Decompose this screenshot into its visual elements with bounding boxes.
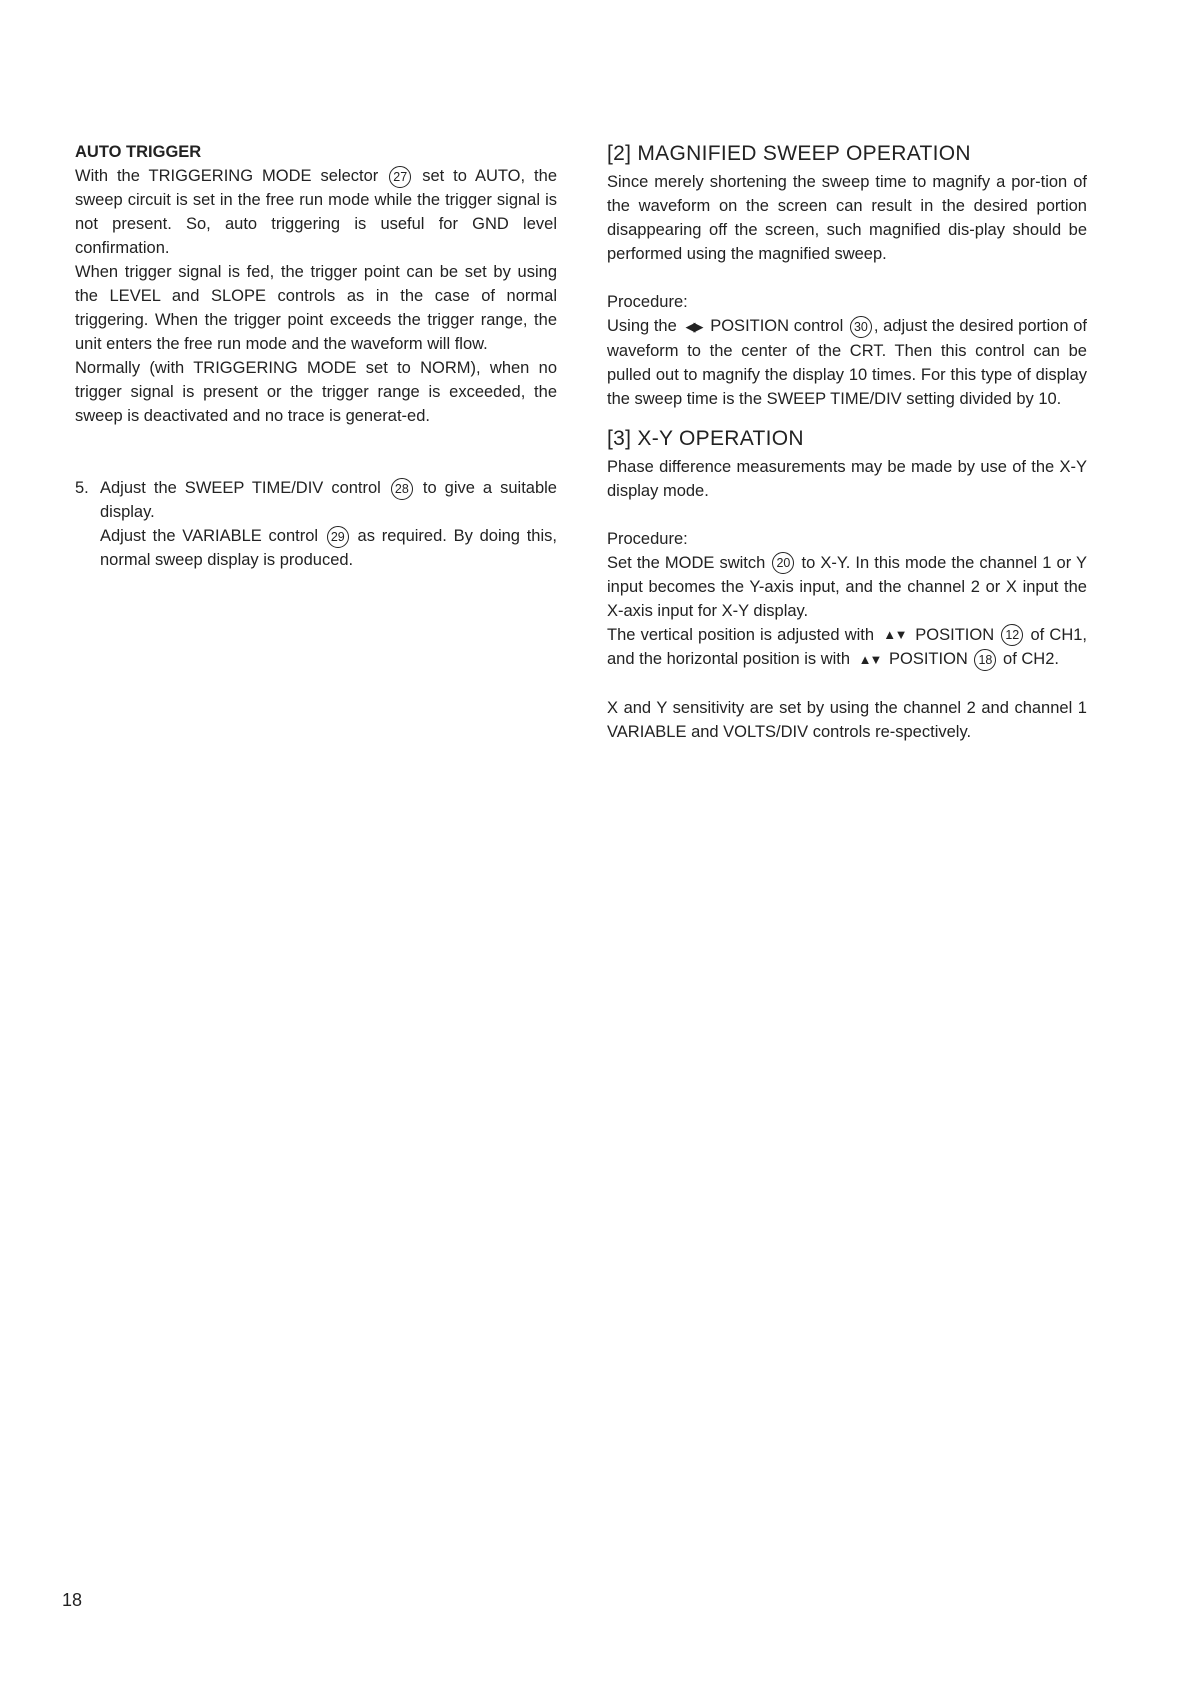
left-column (75, 140, 557, 572)
ref-28-badge: 28 (391, 478, 413, 500)
step-5-line-2: Adjust the VARIABLE control 29 as required. By doing this, normal sweep display is produced. (100, 527, 557, 569)
horizontal-arrows-icon: ◀▶ (685, 318, 702, 334)
auto-trigger-paragraph-3: Normally (with TRIGGERING MODE set to NORM), when no trigger signal is present or the trigger range is exceeded, the sweep is deactivated and no trace is generat-ed. (75, 359, 557, 425)
page-number: 18 (62, 1590, 83, 1610)
xy-operation-heading: [3] X-Y OPERATION (607, 426, 804, 450)
xy-procedure-label: Procedure: (607, 529, 688, 548)
xy-procedure-text-2: The vertical position is adjusted with ▲▼ POSITION 12 of CH1, and the horizontal position is with ▲▼ POSITION 18 of CH2. (607, 623, 1087, 672)
magnified-sweep-intro: Since merely shortening the sweep time to magnify a por-tion of the waveform on the screen can result in the desired portion disappearing off the screen, such magnified dis-play should be performed using the magnified sweep. (607, 173, 1087, 263)
step-5-number: 5. (75, 479, 89, 497)
auto-trigger-paragraph-2: When trigger signal is fed, the trigger point can be set by using the LEVEL and SLOPE controls as in the case of normal triggering. When the trigger point exceeds the trigger range, the unit enters the free run mode and the waveform will flow. (75, 263, 557, 353)
xy-sensitivity-text: X and Y sensitivity are set by using the channel 2 and channel 1 VARIABLE and VOLTS/DIV controls re-spectively. (607, 698, 1087, 741)
ref-29-badge: 29 (327, 526, 349, 548)
ref-20-badge: 20 (772, 552, 794, 574)
xy-procedure-text-1: Set the MODE switch 20 to X-Y. In this mode the channel 1 or Y input becomes the Y-axis input, and the channel 2 or X input the X-axis input for X-Y display. (607, 553, 1087, 620)
auto-trigger-heading: AUTO TRIGGER (75, 143, 202, 161)
auto-trigger-paragraph-1: With the TRIGGERING MODE selector 27 set to AUTO, the sweep circuit is set in the free run mode while the trigger signal is not present. So, auto triggering is useful for GND level confirmation. (75, 167, 557, 257)
step-5 (75, 476, 557, 572)
ref-12-badge: 12 (1001, 624, 1023, 646)
magnified-procedure-label: Procedure: (607, 293, 688, 311)
ref-30-badge: 30 (850, 316, 872, 338)
xy-intro: Phase difference measurements may be made by use of the X-Y display mode. (607, 457, 1087, 500)
vertical-arrows-icon: ▲▼ (858, 651, 881, 667)
ref-27-badge: 27 (389, 166, 411, 188)
right-column (607, 140, 1087, 744)
step-5-line-1: Adjust the SWEEP TIME/DIV control 28 to give a suitable display. (100, 479, 557, 521)
vertical-arrows-icon: ▲▼ (883, 627, 907, 643)
magnified-sweep-heading: [2] MAGNIFIED SWEEP OPERATION (607, 142, 971, 165)
ref-18-badge: 18 (974, 649, 996, 671)
magnified-procedure-text: Using the ◀▶ POSITION control 30 , adjust the desired portion of waveform to the center of the CRT. Then this control can be pulled out to magnify the display 10 times. For this type of display the sweep time is the SWEEP TIME/DIV setting divided by 10. (607, 317, 1087, 408)
